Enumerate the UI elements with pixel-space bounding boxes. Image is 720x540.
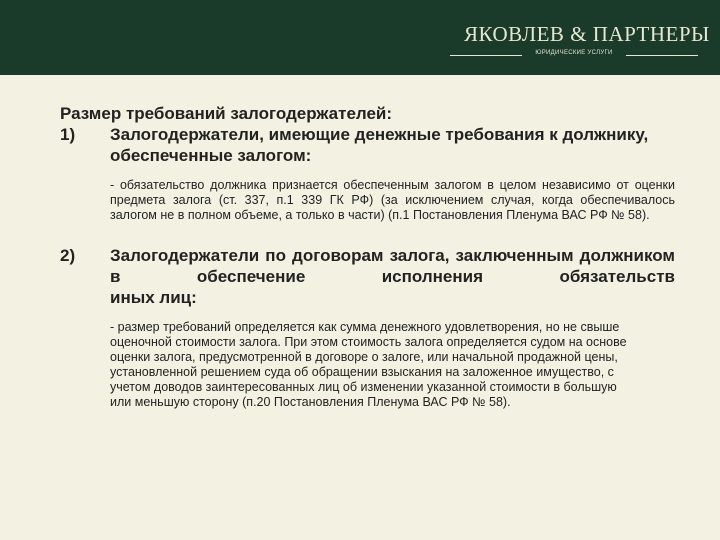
item-title-line: иных лиц: xyxy=(110,288,197,307)
item-number: 2) xyxy=(60,246,76,265)
item-title: Залогодержатели, имеющие денежные требования к должнику, обеспеченные залогом: xyxy=(110,125,649,165)
list-item-2 xyxy=(60,245,675,308)
item-number: 1) xyxy=(60,125,76,144)
logo-divider-right xyxy=(626,55,698,56)
logo-subtitle: ЮРИДИЧЕСКИЕ УСЛУГИ xyxy=(535,50,613,56)
logo-divider-left xyxy=(450,55,522,56)
item-title-line: должником в обеспечение исполнения обязательств xyxy=(110,246,675,286)
list-item-1 xyxy=(60,124,675,166)
company-logo xyxy=(440,18,710,68)
logo-name: ЯКОВЛЕВ & ПАРТНЕРЫ xyxy=(464,22,710,46)
item-title xyxy=(110,245,675,308)
item-description: - размер требований определяется как сумма денежного удовлетворения, но не свыше оценочной стоимости залога. При этом стоимость залога определяется судом на основе оценки залога, предусмотренной в договоре о залоге, или начальной продажной цены, установленной решением суда об обращении взыскания на заложенное имущество, с учетом доводов заинтересованных лиц об изменении указанной стоимости в большую или меньшую сторону (п.20 Постановления Пленума ВАС РФ № 58). xyxy=(110,320,627,409)
slide-content xyxy=(60,103,675,410)
item-title-line: Залогодержатели по договорам залога, заключенным xyxy=(110,246,574,265)
slide-heading: Размер требований залогодержателей: xyxy=(60,104,393,123)
header-bar xyxy=(0,0,720,75)
item-description: - обязательство должника признается обеспеченным залогом в целом независимо от оценки предмета залога (ст. 337, п.1 339 ГК РФ) (за исключением случая, когда обеспечивалось залогом не в полном объеме, а только в части) (п.1 Постановления Пленума ВАС РФ № 58). xyxy=(110,178,675,222)
